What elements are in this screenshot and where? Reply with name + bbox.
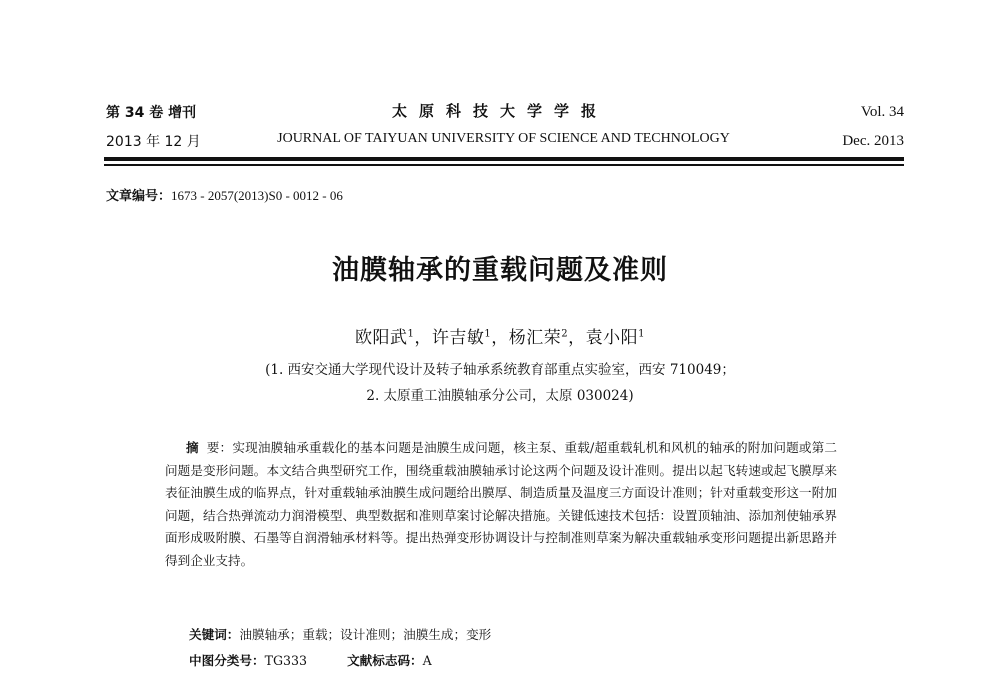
author-affiliation-mark: 1 bbox=[407, 328, 415, 340]
volume-en: Vol. 34 bbox=[860, 104, 904, 120]
volume-issue-cn: 第 34 卷 增刊 bbox=[106, 105, 197, 121]
keywords-value: 油膜轴承；重载；设计准则；油膜生成；变形 bbox=[239, 627, 492, 642]
clc-label: 中图分类号： bbox=[189, 653, 265, 668]
author-list bbox=[100, 323, 900, 348]
affiliation-line-2: 2. 太原重工油膜轴承分公司，太原 030024) bbox=[366, 388, 634, 404]
journal-name-cn: 太原科技大学学报 bbox=[391, 102, 608, 120]
abstract-label-suffix: 要： bbox=[206, 440, 233, 455]
author-separator: ， bbox=[414, 328, 432, 348]
author-separator: ， bbox=[568, 328, 586, 348]
date-cn: 2013 年 12 月 bbox=[106, 134, 201, 150]
date-en: Dec. 2013 bbox=[842, 133, 904, 149]
keywords bbox=[189, 624, 491, 643]
article-number-value: 1673 - 2057(2013)S0 - 0012 - 06 bbox=[171, 188, 343, 203]
author-separator: ， bbox=[491, 328, 509, 348]
paper-title: 油膜轴承的重载问题及准则 bbox=[332, 255, 668, 286]
author-name: 杨汇荣 bbox=[508, 328, 562, 348]
article-number-label: 文章编号： bbox=[106, 189, 172, 204]
clc-value: TG333 bbox=[264, 653, 308, 668]
abstract-label: 摘 bbox=[186, 440, 207, 455]
author-name: 袁小阳 bbox=[585, 328, 639, 348]
doc-code-value: A bbox=[422, 653, 432, 668]
doc-code-label: 文献标志码： bbox=[347, 653, 423, 668]
abstract-text: 实现油膜轴承重载化的基本问题是油膜生成问题，核主泵、重载/超重载轧机和风机的轴承的附加问题或第二问题是变形问题。本文结合典型研究工作，围绕重载油膜轴承讨论这两个问题及设计准则。提出以起飞转速或起飞膜厚来表征油膜生成的临界点，针对重载轴承油膜生成问题给出膜厚、制造质量及温度三方面设计准则；针对重载变形这一附加问题，结合热弹流动力润滑模型、典型数据和准则草案讨论解决措施。关键低速技术包括：设置顶轴油、添加剂使轴承界面形成吸附膜、石墨等自润滑轴承材料等。提出热弹变形协调设计与控制准则草案为解决重载轴承变形问题提出新思路并得到企业支持。 bbox=[165, 440, 838, 568]
article-number bbox=[106, 185, 343, 204]
header-rule-thin bbox=[104, 164, 904, 166]
journal-name-en: JOURNAL OF TAIYUAN UNIVERSITY OF SCIENCE AND TECHNOLOGY bbox=[277, 131, 730, 146]
affiliation-line-1: (1. 西安交通大学现代设计及转子轴承系统教育部重点实验室，西安 710049； bbox=[265, 362, 735, 378]
author-affiliation-mark: 1 bbox=[484, 328, 492, 340]
author-name: 欧阳武 bbox=[355, 328, 408, 348]
author-name: 许吉敏 bbox=[431, 328, 485, 348]
keywords-label: 关键词： bbox=[189, 627, 240, 642]
author-affiliation-mark: 2 bbox=[561, 328, 569, 340]
classification bbox=[189, 650, 432, 669]
abstract bbox=[165, 437, 837, 573]
author-affiliation-mark: 1 bbox=[638, 328, 645, 340]
header-rule-thick bbox=[104, 157, 904, 161]
